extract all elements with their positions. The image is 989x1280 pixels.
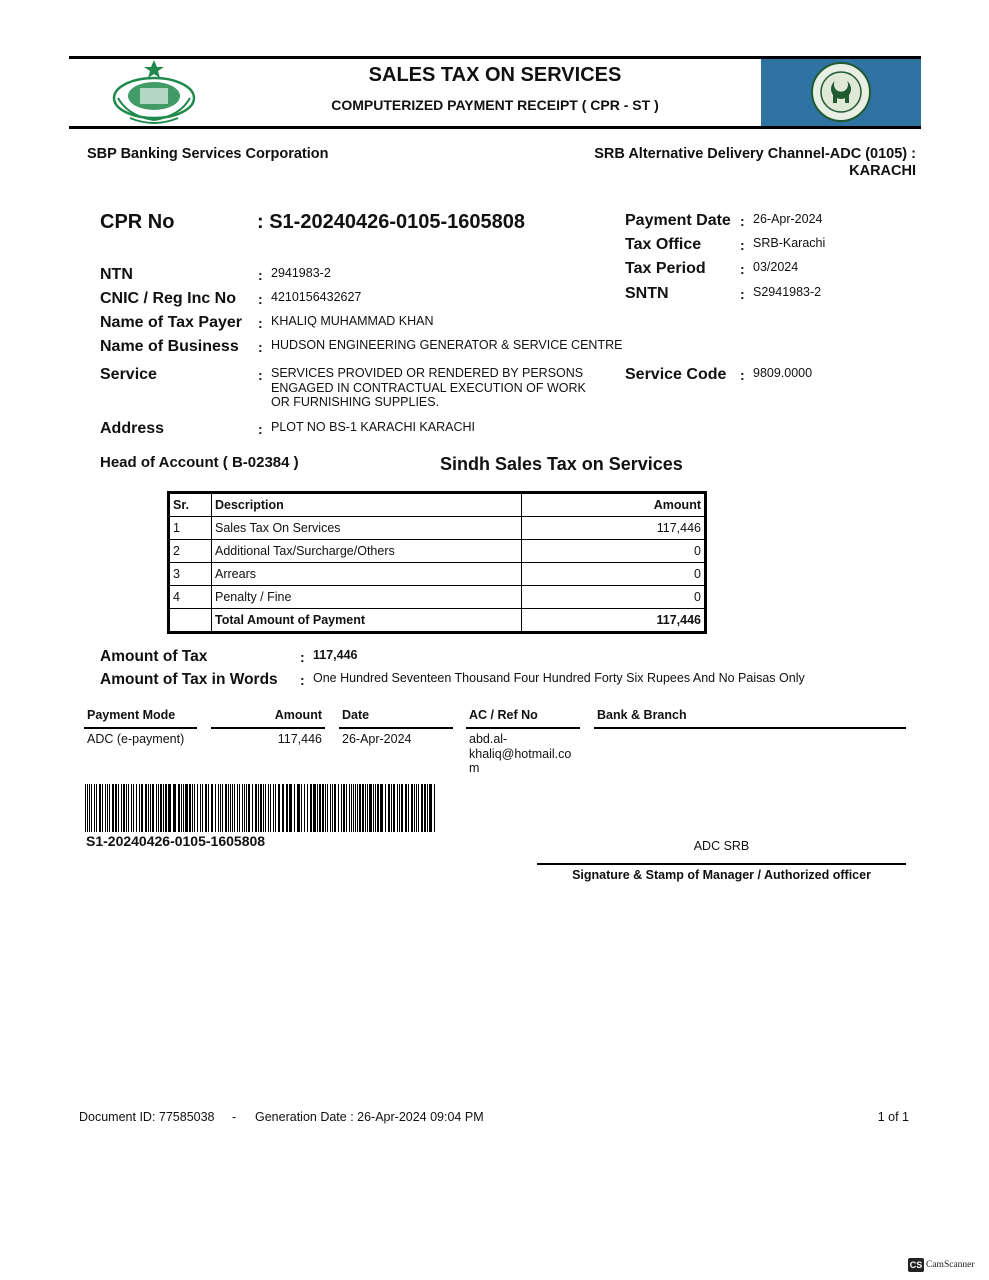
row-description: Arrears [212,563,522,586]
business-value: HUDSON ENGINEERING GENERATOR & SERVICE CENTRE [271,338,623,352]
signature-caption: Signature & Stamp of Manager / Authorized officer [572,868,871,882]
state-bank-seal-icon [761,59,921,126]
tax-type-title: Sindh Sales Tax on Services [440,454,683,474]
channel-line: SRB Alternative Delivery Channel-ADC (0105) : [594,146,916,162]
table-total-row [170,609,705,632]
business-label: Name of Business [100,338,239,355]
row-sr: 1 [170,517,212,540]
page-number: 1 of 1 [877,1110,909,1124]
col-ref: AC / Ref No [469,708,538,722]
table-row [170,540,705,563]
address-label: Address [100,420,165,437]
header-sr: Sr. [170,494,212,517]
sntn-value: S2941983-2 [753,285,822,299]
service-code-colon: : [740,367,745,383]
payment-amount-value: 117,446 [277,732,322,746]
amount-of-tax-colon: : [300,649,305,665]
ref-line-3: m [469,761,480,775]
col-payment-mode: Payment Mode [87,708,176,722]
col-rule [339,727,453,729]
service-code-value: 9809.0000 [753,366,813,380]
service-line-1: SERVICES PROVIDED OR RENDERED BY PERSONS [271,366,584,380]
camscanner-watermark: CamScanner [926,1260,975,1270]
taxpayer-label: Name of Tax Payer [100,314,242,331]
amount-in-words-colon: : [300,672,305,688]
payment-date-label: Payment Date [625,212,731,229]
col-amount: Amount [274,708,322,722]
payment-date-row-value: 26-Apr-2024 [342,732,412,746]
service-line-2: ENGAGED IN CONTRACTUAL EXECUTION OF WORK [271,380,586,395]
barcode-number: S1-20240426-0105-1605808 [86,833,266,849]
tax-table-frame [167,491,707,634]
ref-line-1: abd.al- [469,732,508,746]
sntn-colon: : [740,286,745,302]
service-line-3: OR FURNISHING SUPPLIES. [271,395,440,409]
ntn-label: NTN [100,266,133,283]
address-value: PLOT NO BS-1 KARACHI KARACHI [271,420,475,434]
ref-line-2: khaliq@hotmail.co [469,746,572,761]
row-sr: 2 [170,540,212,563]
row-sr: 3 [170,563,212,586]
col-date: Date [342,708,370,722]
service-code-label: Service Code [625,366,727,383]
col-bank: Bank & Branch [597,708,687,722]
row-description: Additional Tax/Surcharge/Others [212,540,522,563]
cnic-value: 4210156432627 [271,290,362,304]
cpr-number: : S1-20240426-0105-1605808 [257,211,525,233]
header-amount: Amount [522,494,705,517]
bank-name: SBP Banking Services Corporation [87,146,329,162]
header-description: Description [212,494,522,517]
document-id: Document ID: 77585038 [79,1110,215,1124]
payment-ref-value [469,732,571,776]
col-rule [594,727,906,729]
camscanner-badge-icon: CS [909,1260,923,1270]
row-amount: 117,446 [522,517,705,540]
barcode-icon [85,784,439,832]
address-colon: : [258,421,263,437]
cpr-label: CPR No [100,211,175,233]
tax-office-label: Tax Office [625,236,702,253]
head-of-account: Head of Account ( B-02384 ) [100,454,299,471]
payment-date-value: 26-Apr-2024 [753,212,823,226]
total-label: Total Amount of Payment [212,609,522,632]
tax-office-colon: : [740,237,745,253]
state-bank-logo [761,59,921,126]
sindh-govt-emblem-icon [108,58,200,126]
service-label: Service [100,366,157,383]
table-row [170,586,705,609]
taxpayer-colon: : [258,315,263,331]
barcode [85,784,439,832]
col-rule [466,727,580,729]
payment-mode-value: ADC (e-payment) [87,732,185,746]
ntn-colon: : [258,267,263,283]
generation-date: Generation Date : 26-Apr-2024 09:04 PM [255,1110,484,1124]
total-amount: 117,446 [522,609,705,632]
row-amount: 0 [522,586,705,609]
signatory-name: ADC SRB [693,839,750,853]
table-row [170,563,705,586]
tax-period-colon: : [740,261,745,277]
total-sr-empty [170,609,212,632]
col-rule [211,727,325,729]
cnic-label: CNIC / Reg Inc No [100,290,237,307]
amount-in-words-label: Amount of Tax in Words [100,671,278,688]
sntn-label: SNTN [625,285,669,302]
footer-separator: - [232,1110,237,1124]
ntn-value: 2941983-2 [271,266,331,280]
tax-period-value: 03/2024 [753,260,799,274]
amount-in-words-value: One Hundred Seventeen Thousand Four Hundred Forty Six Rupees And No Paisas Only [313,671,805,685]
table-row [170,517,705,540]
tax-table [169,493,705,632]
row-amount: 0 [522,563,705,586]
tax-office-value: SRB-Karachi [753,236,826,250]
row-description: Sales Tax On Services [212,517,522,540]
payment-date-colon: : [740,213,745,229]
row-description: Penalty / Fine [212,586,522,609]
document-subtitle: COMPUTERIZED PAYMENT RECEIPT ( CPR - ST ) [331,97,659,113]
col-rule [84,727,197,729]
table-header-row [170,494,705,517]
service-colon: : [258,367,263,383]
document-title: SALES TAX ON SERVICES [368,64,622,86]
header-bottom-rule [69,126,921,129]
channel-city: KARACHI [849,163,916,179]
tax-period-label: Tax Period [625,260,706,277]
taxpayer-value: KHALIQ MUHAMMAD KHAN [271,314,434,328]
signature-line [537,863,906,865]
business-colon: : [258,339,263,355]
amount-of-tax-label: Amount of Tax [100,648,208,665]
cnic-colon: : [258,291,263,307]
row-amount: 0 [522,540,705,563]
amount-of-tax-value: 117,446 [313,648,358,662]
service-description [271,366,586,410]
row-sr: 4 [170,586,212,609]
